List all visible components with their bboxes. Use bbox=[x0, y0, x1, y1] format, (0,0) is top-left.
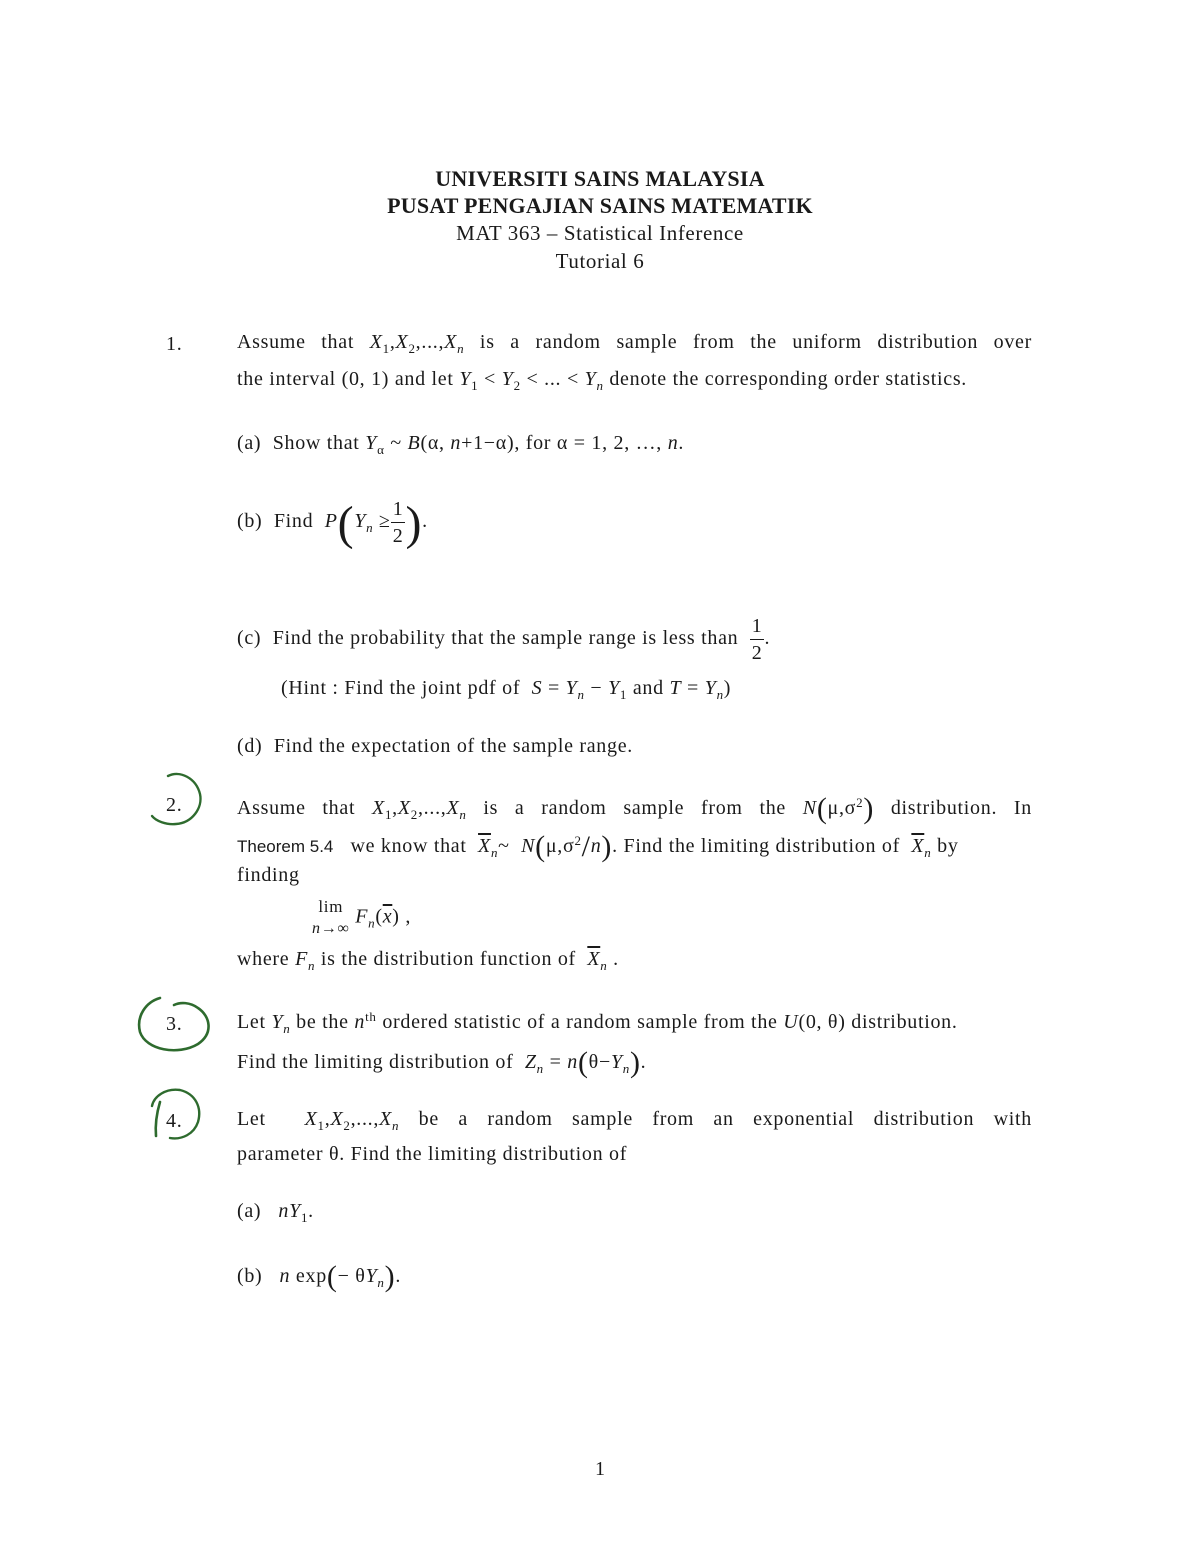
question-4a: (a) $nY_1$. bbox=[237, 1200, 314, 1225]
question-3-line-1: Let $Y_n$ be the $n^{th}$ ordered statistic of a random sample from the U(0, θ) distribution. bbox=[237, 1009, 958, 1036]
question-2-line-4: where $F_n$ is the distribution function of $\overline{X}_n$ . bbox=[237, 948, 619, 973]
question-4-number: 4. bbox=[166, 1110, 183, 1132]
question-1c-hint: (Hint : Find the joint pdf of $S = Y_n - Y_1$ and $T = Y_n$) bbox=[281, 677, 732, 702]
tutorial-title: Tutorial 6 bbox=[555, 249, 645, 273]
question-2-line-1: Assume that $X_1,X_2,...,X_n$ is a random sample from the $N(\mu,\sigma^2)$ distribution. In bbox=[237, 792, 1032, 825]
question-1a: (a) Show that $Y_\alpha$ ~ B(α, n+1−α), for α = 1, 2, …, n. bbox=[237, 432, 685, 457]
question-1d: (d) Find the expectation of the sample range. bbox=[237, 735, 633, 757]
part-label: (a) bbox=[237, 1200, 262, 1222]
part-label: (b) bbox=[237, 1265, 263, 1287]
question-3-line-2: Find the limiting distribution of $Z_n = n(\theta-Y_n)$. bbox=[237, 1046, 647, 1079]
page-number: 1 bbox=[595, 1458, 605, 1480]
question-1-line-1: Assume that $X_1,X_2,...,X_n$ is a random sample from the uniform distribution over bbox=[237, 331, 1032, 356]
question-1-line-2: the interval (0, 1) and let $Y_1 < Y_2$ < ... < $Y_n$ denote the corresponding order statistics. bbox=[237, 368, 967, 393]
university-title: UNIVERSITI SAINS MALAYSIA bbox=[435, 166, 765, 191]
handwritten-circle-q2 bbox=[140, 768, 215, 833]
theorem-reference: Theorem 5.4 bbox=[237, 837, 334, 856]
part-label: (b) bbox=[237, 510, 263, 533]
question-4-line-1: Let $X_1,X_2,...,X_n$ be a random sample from an exponential distribution with bbox=[237, 1108, 1032, 1133]
question-2-limit: lim n→∞ $F_n(\overline{x})$ , bbox=[312, 897, 412, 937]
question-2-line-3: finding bbox=[237, 864, 300, 886]
part-label: (c) bbox=[237, 627, 262, 650]
question-1c: (c) Find the probability that the sample range is less than $\frac{1}{2}$ . bbox=[237, 615, 771, 664]
part-label: (d) bbox=[237, 735, 263, 757]
school-title: PUSAT PENGAJIAN SAINS MATEMATIK bbox=[387, 193, 813, 218]
course-title: MAT 363 – Statistical Inference bbox=[456, 221, 744, 245]
question-4-line-2: parameter θ. Find the limiting distribution of bbox=[237, 1143, 628, 1165]
handwritten-circle-q3 bbox=[128, 988, 218, 1063]
question-1b: (b) Find $P(Y_n$ ≥ $\frac{1}{2}$ ). bbox=[237, 497, 428, 551]
question-1-number: 1. bbox=[166, 333, 183, 355]
handwritten-circle-q4 bbox=[140, 1082, 215, 1147]
question-3-number: 3. bbox=[166, 1013, 183, 1035]
question-2-number: 2. bbox=[166, 794, 183, 816]
question-2-line-2: Theorem 5.4 we know that $\overline{X}_n\sim$ $N(\mu,\sigma^2/n)$. Find the limiting distribution of $\overline{X}_n$ by bbox=[237, 830, 959, 863]
question-4b: (b) n $\exp(- \theta Y_n)$. bbox=[237, 1260, 402, 1293]
part-label: (a) bbox=[237, 432, 262, 454]
